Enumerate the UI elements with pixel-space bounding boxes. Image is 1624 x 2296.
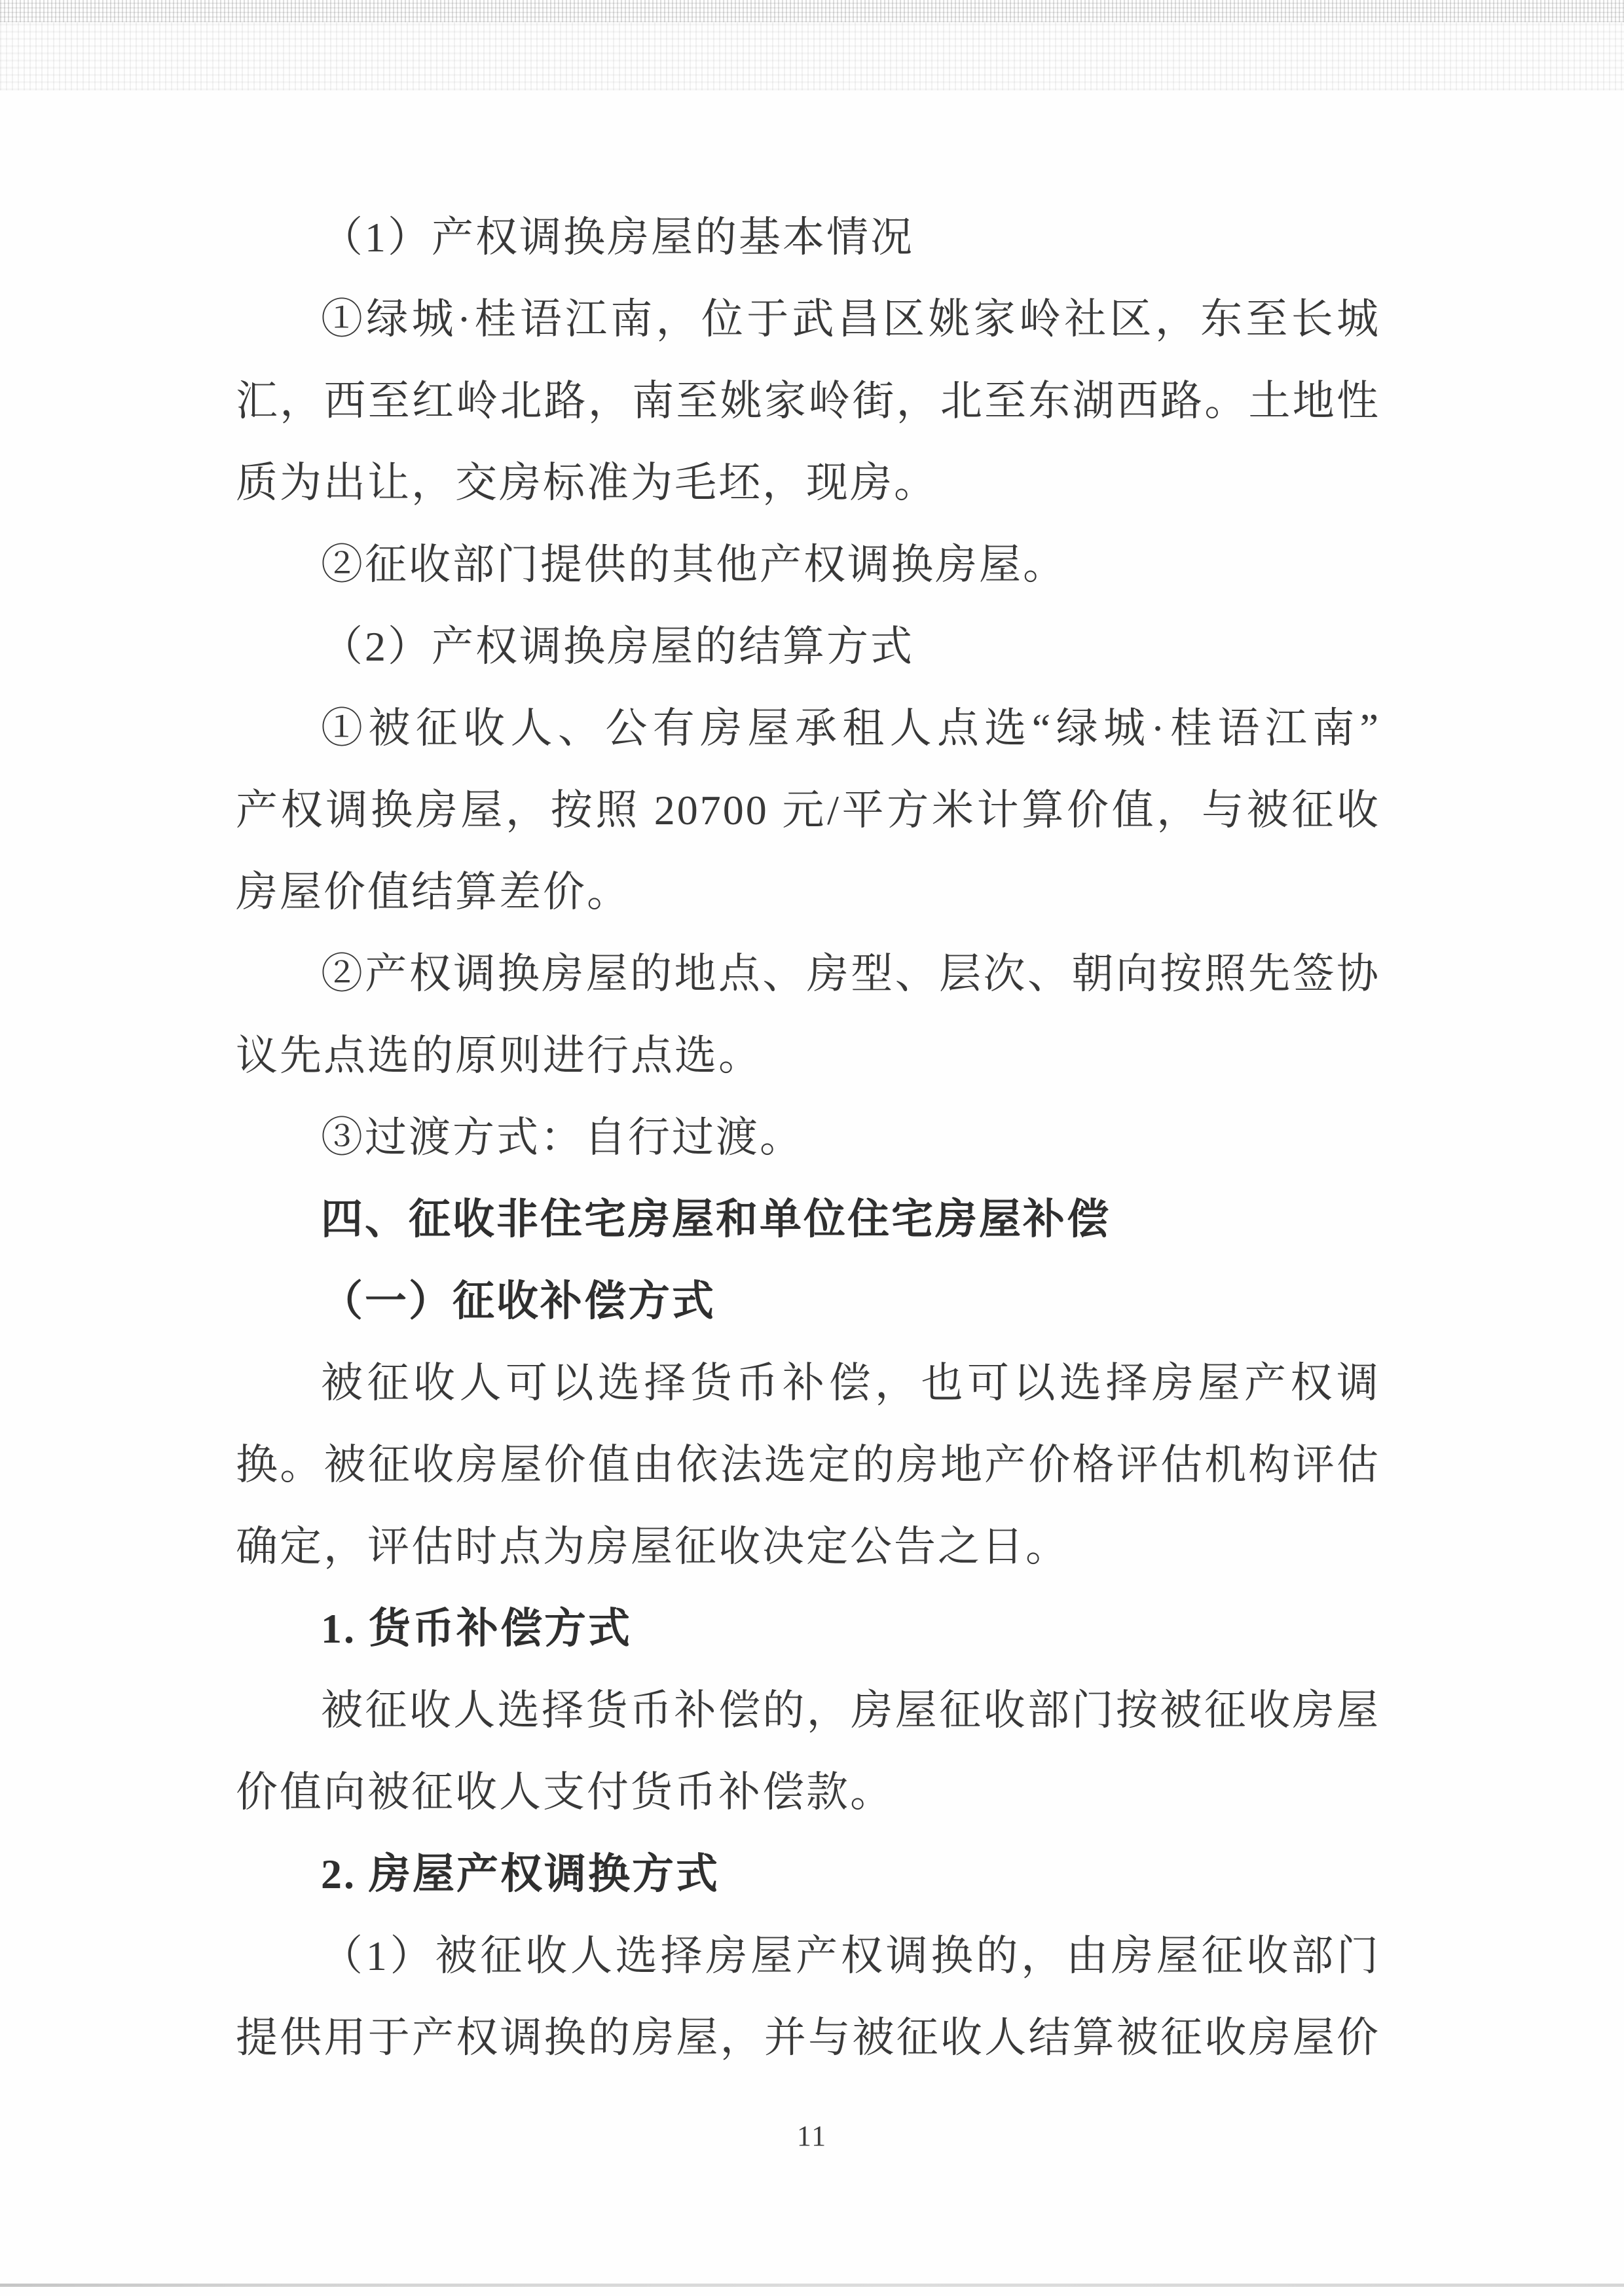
scan-bottom-edge-line — [0, 2284, 1624, 2287]
paragraph-line: 提供用于产权调换的房屋，并与被征收人结算被征收房屋价 — [236, 2014, 1380, 2061]
paragraph-line: 被征收人可以选择货币补偿，也可以选择房屋产权调 — [321, 1360, 1380, 1406]
paragraph-line: 换。被征收房屋价值由依法选定的房地产价格评估机构评估 — [236, 1442, 1380, 1488]
subsection-heading: 2. 房屋产权调换方式 — [321, 1851, 720, 1897]
paragraph-line: ①被征收人、公有房屋承租人点选“绿城·桂语江南” — [321, 705, 1380, 752]
paragraph-line: 价值向被征收人支付货币补偿款。 — [236, 1769, 894, 1815]
scan-noise-band-top — [0, 0, 1624, 22]
paragraph-line: 汇，西至红岭北路，南至姚家岭街，北至东湖西路。土地性 — [236, 378, 1380, 424]
paragraph-line: ②产权调换房屋的地点、房型、层次、朝向按照先签协 — [321, 951, 1380, 997]
subsection-heading: 1. 货币补偿方式 — [321, 1605, 632, 1652]
paragraph-line: （2）产权调换房屋的结算方式 — [321, 623, 914, 670]
subsection-heading: （一）征收补偿方式 — [321, 1278, 716, 1324]
paragraph-line: 确定，评估时点为房屋征收决定公告之日。 — [236, 1523, 1069, 1570]
page-number: 11 — [796, 2120, 828, 2152]
paragraph-line: ①绿城·桂语江南，位于武昌区姚家岭社区，东至长城 — [321, 296, 1380, 342]
paragraph-line: 议先点选的原则进行点选。 — [236, 1032, 762, 1079]
paragraph-line: 质为出让，交房标准为毛坯，现房。 — [236, 460, 938, 506]
paragraph-line: 被征收人选择货币补偿的，房屋征收部门按被征收房屋 — [321, 1687, 1380, 1734]
paragraph-line: 产权调换房屋，按照 20700 元/平方米计算价值，与被征收 — [236, 787, 1380, 833]
paragraph-line: 房屋价值结算差价。 — [236, 869, 631, 915]
section-heading: 四、征收非住宅房屋和单位住宅房屋补偿 — [321, 1195, 1111, 1243]
paragraph-line: ②征收部门提供的其他产权调换房屋。 — [321, 541, 1067, 588]
document-body — [236, 196, 1380, 2079]
paragraph-line: ③过渡方式：自行过渡。 — [321, 1114, 803, 1161]
paragraph-line: （1）被征收人选择房屋产权调换的，由房屋征收部门 — [321, 1933, 1380, 1979]
scan-noise-band-faint — [0, 22, 1624, 90]
paragraph-line: （1）产权调换房屋的基本情况 — [321, 214, 914, 261]
